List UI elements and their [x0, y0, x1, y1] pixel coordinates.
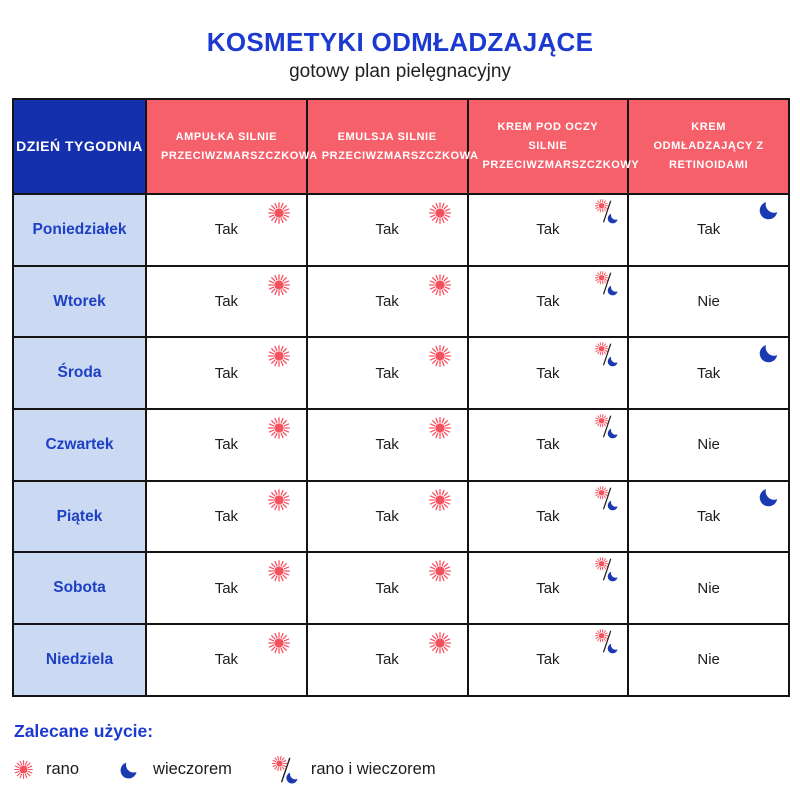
value-cell — [307, 552, 468, 624]
cell-value: Tak — [696, 508, 721, 526]
table-row — [13, 266, 789, 338]
cell-value: Tak — [375, 293, 399, 311]
moon-icon — [758, 485, 781, 508]
sun-icon — [268, 560, 290, 582]
sun-icon — [429, 489, 451, 511]
sun-moon-icon — [595, 557, 618, 582]
value-cell — [628, 624, 789, 696]
sun-icon — [429, 274, 451, 296]
sun-icon — [268, 489, 290, 511]
sun-icon — [268, 345, 290, 367]
day-cell: Niedziela — [13, 624, 146, 696]
cell-value: Tak — [214, 364, 239, 382]
value-cell — [307, 481, 468, 553]
value-cell — [468, 409, 629, 481]
table-row — [13, 624, 789, 696]
column-header-emulsja: EMULSJA SILNIE PRZECIWZMARSZCZKOWA — [307, 99, 468, 194]
table-header-row — [13, 99, 789, 194]
page-title: KOSMETYKI ODMŁADZAJĄCE — [206, 27, 594, 57]
page-subtitle: gotowy plan pielęgnacyjny — [289, 61, 511, 82]
sun-icon — [429, 345, 451, 367]
cell-value: Tak — [214, 579, 239, 597]
legend-item-rano — [14, 760, 79, 779]
value-cell — [628, 552, 789, 624]
table-wrapper — [12, 98, 788, 697]
cell-value: Tak — [696, 221, 721, 239]
table-row — [13, 552, 789, 624]
cell-value: Nie — [697, 579, 720, 597]
moon-icon — [758, 341, 781, 364]
table-row — [13, 409, 789, 481]
cell-value: Tak — [536, 651, 560, 669]
cell-value: Tak — [375, 221, 399, 239]
value-cell — [468, 552, 629, 624]
cell-value: Tak — [536, 221, 560, 239]
header-block — [0, 0, 800, 83]
sun-icon — [429, 560, 451, 582]
value-cell — [628, 337, 789, 409]
value-cell — [307, 266, 468, 338]
sun-icon — [268, 274, 290, 296]
sun-moon-icon — [595, 271, 618, 296]
sun-icon — [14, 760, 33, 779]
legend-label: rano i wieczorem — [310, 760, 436, 779]
cell-value: Nie — [697, 651, 720, 669]
legend-items — [14, 756, 800, 784]
cell-value: Tak — [214, 221, 239, 239]
day-cell: Poniedziałek — [13, 194, 146, 266]
legend-item-wieczorem — [119, 759, 232, 780]
sun-icon — [429, 417, 451, 439]
table-row — [13, 194, 789, 266]
value-cell — [468, 337, 629, 409]
moon-icon — [758, 198, 781, 221]
day-cell: Środa — [13, 337, 146, 409]
cell-value: Tak — [536, 436, 560, 454]
cell-value: Tak — [375, 364, 399, 382]
sun-icon — [268, 202, 290, 224]
column-header-krem-oczy: KREM POD OCZY SILNIE PRZECIWZMARSZCZKOWY — [468, 99, 629, 194]
sun-icon — [268, 417, 290, 439]
sun-moon-icon — [595, 486, 618, 511]
cell-value: Tak — [696, 364, 721, 382]
value-cell — [628, 266, 789, 338]
column-header-krem-retinoidy: KREM ODMŁADZAJĄCY Z RETINOIDAMI — [628, 99, 789, 194]
legend-label: wieczorem — [153, 760, 232, 779]
value-cell — [468, 481, 629, 553]
cell-value: Tak — [375, 508, 399, 526]
cell-value: Tak — [214, 508, 239, 526]
value-cell — [628, 481, 789, 553]
sun-moon-icon — [595, 199, 618, 224]
cell-value: Tak — [214, 293, 239, 311]
value-cell — [146, 337, 307, 409]
value-cell — [146, 624, 307, 696]
column-header-ampulka: AMPUŁKA SILNIE PRZECIWZMARSZCZKOWA — [146, 99, 307, 194]
value-cell — [307, 409, 468, 481]
sun-icon — [268, 632, 290, 654]
day-cell: Piątek — [13, 481, 146, 553]
sun-moon-icon — [595, 629, 618, 654]
cell-value: Tak — [536, 579, 560, 597]
value-cell — [307, 624, 468, 696]
cell-value: Nie — [697, 436, 720, 454]
cell-value: Tak — [375, 436, 399, 454]
sun-icon — [429, 632, 451, 654]
value-cell — [146, 266, 307, 338]
value-cell — [146, 409, 307, 481]
sun-icon — [429, 202, 451, 224]
value-cell — [468, 266, 629, 338]
value-cell — [468, 624, 629, 696]
sun-moon-icon — [595, 342, 618, 367]
value-cell — [146, 552, 307, 624]
care-plan-table — [12, 98, 790, 697]
cell-value: Tak — [375, 579, 399, 597]
cell-value: Nie — [697, 293, 720, 311]
value-cell — [307, 337, 468, 409]
value-cell — [628, 194, 789, 266]
value-cell — [146, 481, 307, 553]
value-cell — [628, 409, 789, 481]
value-cell — [146, 194, 307, 266]
value-cell — [307, 194, 468, 266]
cell-value: Tak — [375, 651, 399, 669]
legend-label: rano — [46, 760, 80, 779]
value-cell — [468, 194, 629, 266]
cell-value: Tak — [214, 436, 239, 454]
legend — [14, 721, 800, 784]
table-row — [13, 337, 789, 409]
day-cell: Wtorek — [13, 266, 146, 338]
legend-title: Zalecane użycie: — [14, 720, 154, 741]
cell-value: Tak — [536, 364, 560, 382]
sun-moon-icon — [272, 756, 298, 784]
moon-icon — [119, 759, 140, 780]
cell-value: Tak — [536, 293, 560, 311]
legend-item-rano-i-wieczorem — [272, 756, 436, 784]
day-cell: Sobota — [13, 552, 146, 624]
cell-value: Tak — [536, 508, 560, 526]
table-row — [13, 481, 789, 553]
column-header-day: DZIEŃ TYGODNIA — [13, 99, 146, 194]
sun-moon-icon — [595, 414, 618, 439]
cell-value: Tak — [214, 651, 239, 669]
day-cell: Czwartek — [13, 409, 146, 481]
